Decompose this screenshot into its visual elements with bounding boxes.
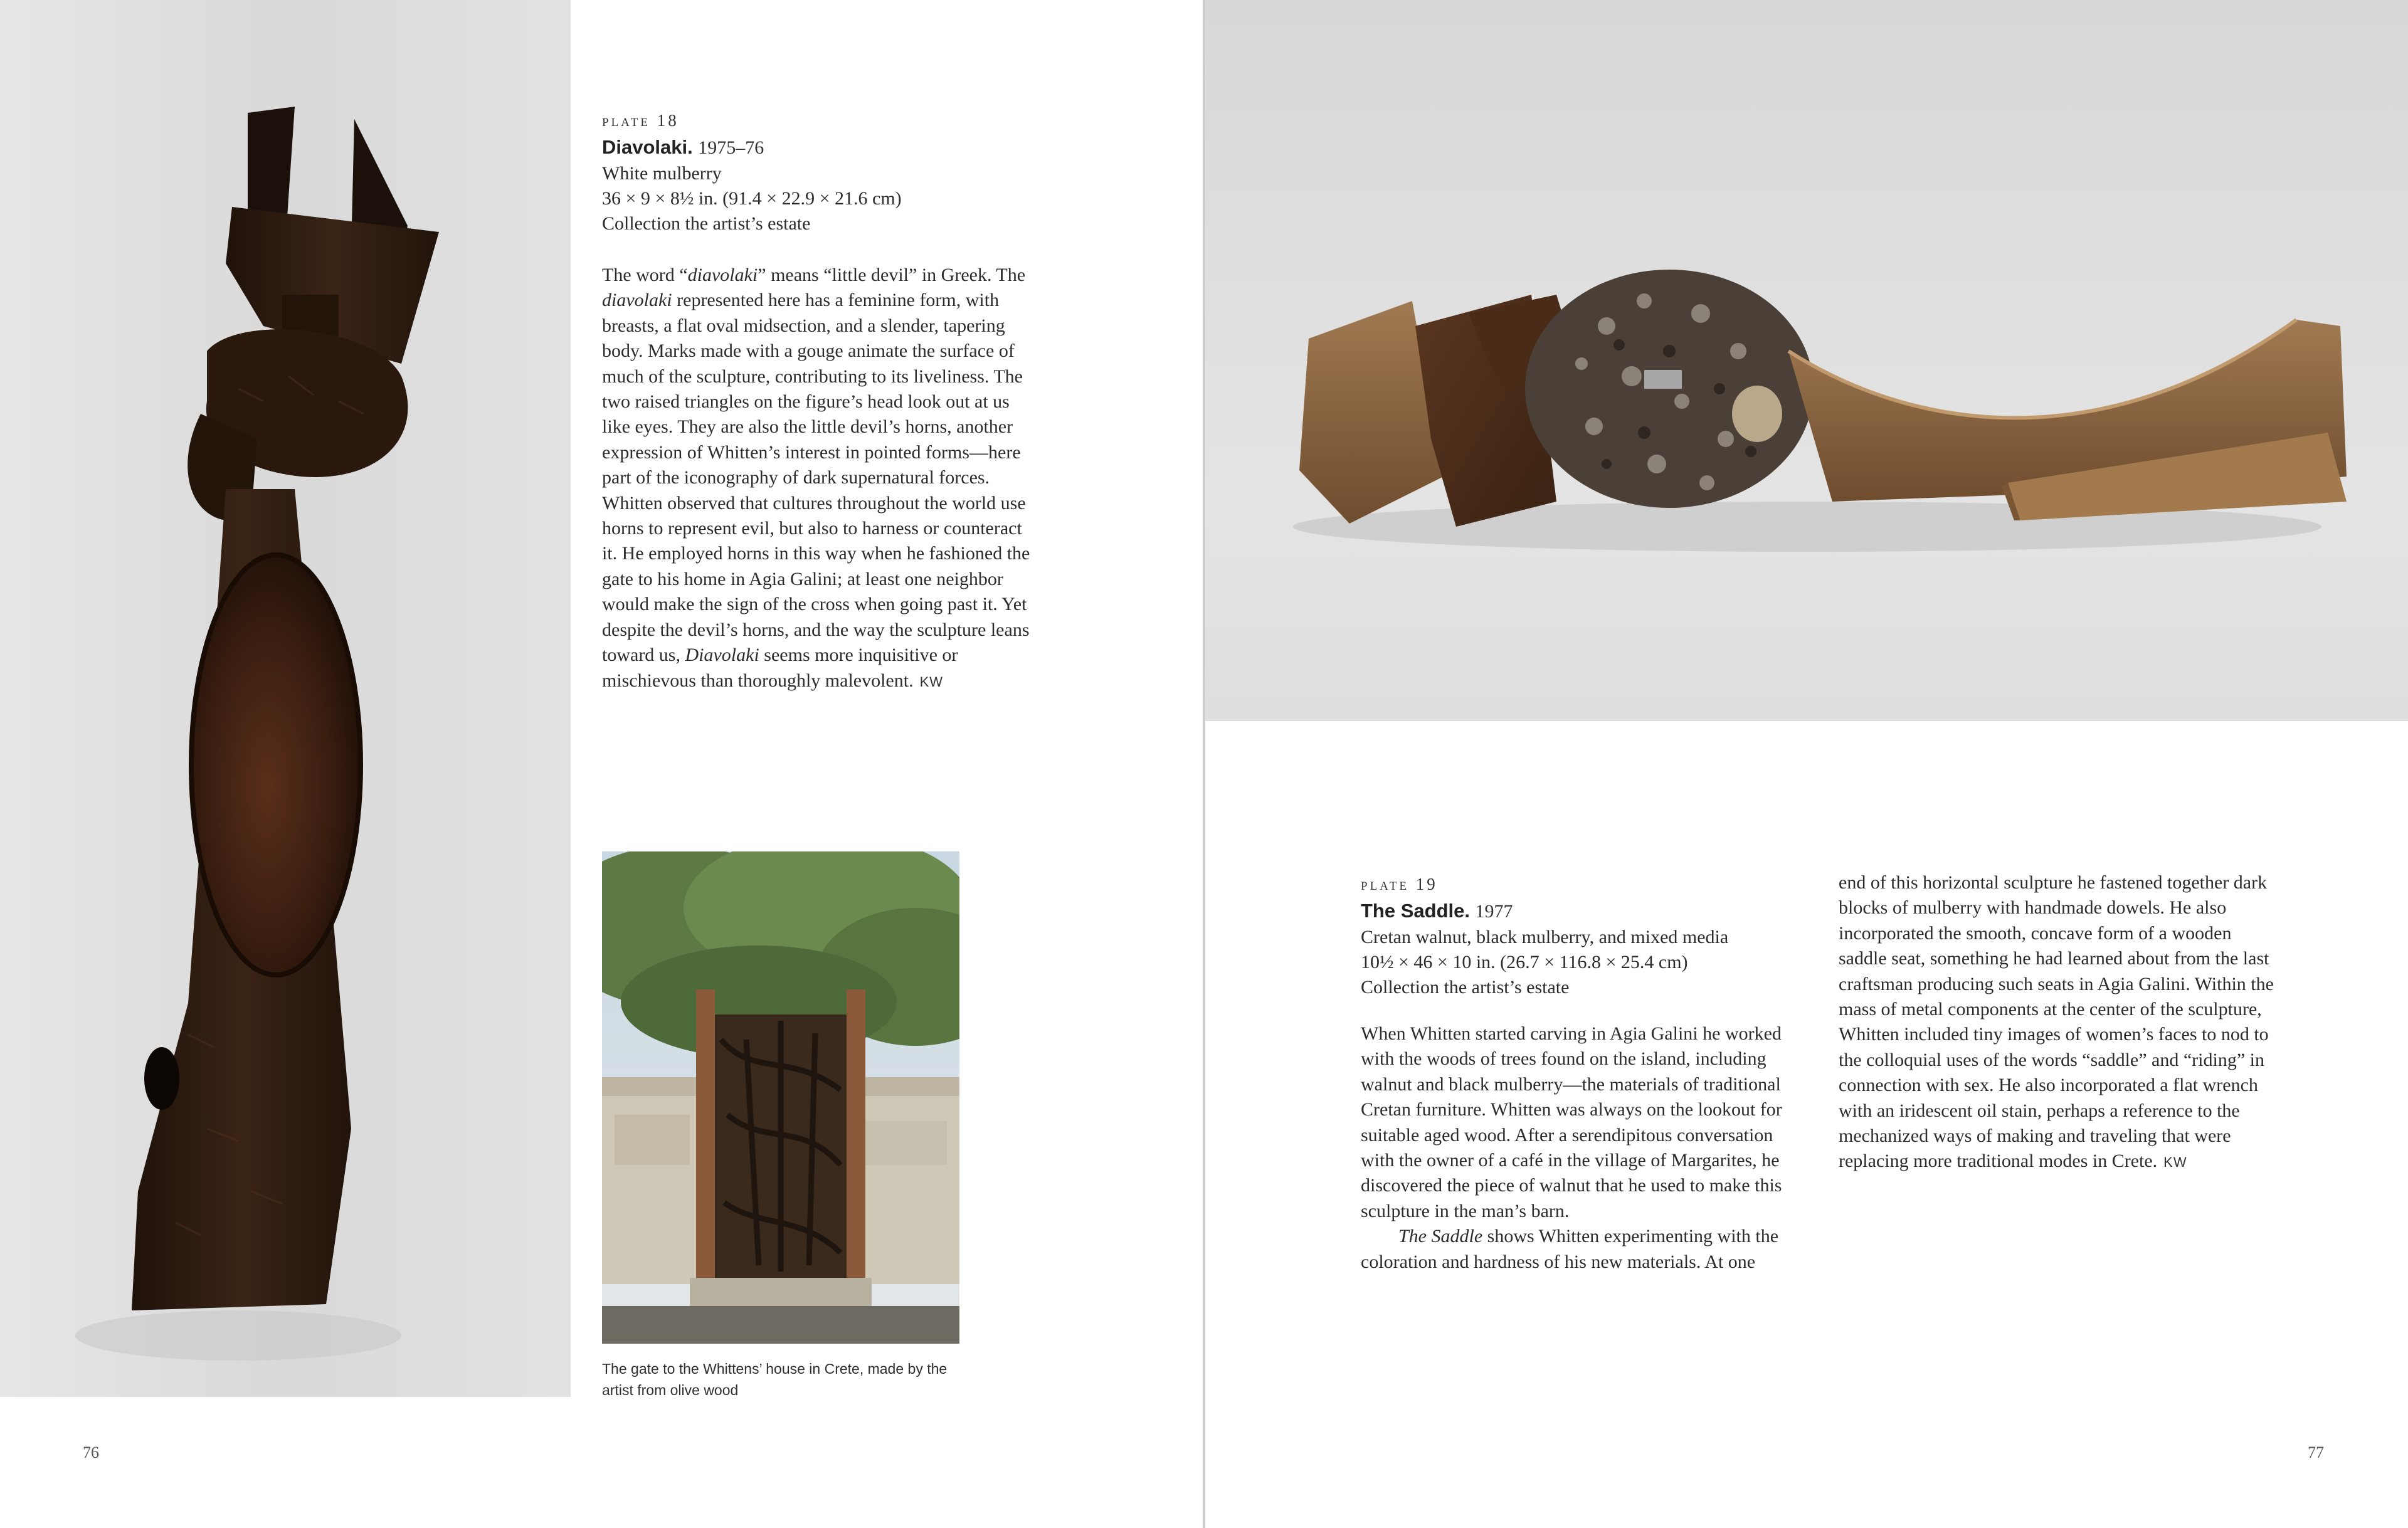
artwork-collection: Collection the artist’s estate bbox=[602, 213, 811, 234]
artwork-collection: Collection the artist’s estate bbox=[1361, 977, 1570, 998]
plate-18-caption bbox=[602, 108, 1054, 236]
plate-19-caption bbox=[1361, 872, 1812, 1000]
plate-label: plate 19 bbox=[1361, 875, 1438, 893]
artwork-medium: White mulberry bbox=[602, 163, 722, 184]
artwork-title: Diavolaki. bbox=[602, 136, 693, 158]
plate-19-essay-column-1 bbox=[1361, 1021, 1806, 1275]
artwork-dimensions: 36 × 9 × 8½ in. (91.4 × 22.9 × 21.6 cm) bbox=[602, 188, 902, 209]
artwork-medium: Cretan walnut, black mulberry, and mixed media bbox=[1361, 927, 1729, 947]
saddle-photo bbox=[1205, 0, 2408, 721]
plate-title bbox=[1361, 898, 1812, 925]
gate-photo-caption: The gate to the Whittens’ house in Crete, made by the artist from olive wood bbox=[602, 1361, 948, 1398]
page-number-left: 76 bbox=[83, 1443, 99, 1462]
plate-label: plate 18 bbox=[602, 111, 679, 130]
artwork-dimensions: 10½ × 46 × 10 in. (26.7 × 116.8 × 25.4 cm) bbox=[1361, 952, 1688, 972]
page-number-right: 77 bbox=[2308, 1443, 2324, 1462]
artwork-title: The Saddle. bbox=[1361, 900, 1470, 922]
artwork-date: 1977 bbox=[1475, 901, 1513, 922]
plate-title bbox=[602, 134, 1054, 161]
essay-paragraph: end of this horizontal sculpture he fastened together dark blocks of mulberry with handmade dowels. He also incorporated the smooth, concave form of a wooden saddle seat, something he had learned about from the last craftsman producing such seats in Agia Galini. Within the mass of metal components at the center of the sculpture, Whitten included tiny images of women’s faces to nod to the colloquial uses of the words “saddle” and “riding” in connection with sex. He also incorporated a flat wrench with an iridescent oil stain, perhaps a reference to the mechanized ways of making and traveling that were replacing more traditional modes in Crete. KW bbox=[1839, 872, 2274, 1172]
author-initials: KW bbox=[919, 673, 944, 690]
artwork-date: 1975–76 bbox=[698, 137, 764, 158]
gate-photo bbox=[602, 851, 959, 1344]
diavolaki-photo bbox=[0, 0, 571, 1397]
essay-paragraph: The Saddle shows Whitten experimenting with the coloration and hardness of his new materials. At one bbox=[1361, 1226, 1779, 1272]
plate-18-essay bbox=[602, 263, 1041, 695]
essay-paragraph: The word “diavolaki” means “little devil” in Greek. The diavolaki represented here has a feminine form, with breasts, a flat oval midsection, and a slender, tapering body. Marks made with a gouge animate the surface of much of the sculpture, contributing to its liveliness. The two raised triangles on the figure’s head look out at us like eyes. They are also the little devil’s horns, another expression of Whitten’s interest in pointed forms—here part of the iconography of dark supernatural forces. Whitten observed that cultures throughout the world use horns to represent evil, but also to harness or counteract it. He employed horns in this way when he fashioned the gate to his home in Agia Galini; at least one neighbor would make the sign of the cross when going past it. Yet despite the devil’s horns, and the way the sculpture leans toward us, Diavolaki seems more inquisitive or mischievous than thoroughly malevolent. KW bbox=[602, 265, 1030, 691]
plate-19-essay-column-2 bbox=[1839, 870, 2284, 1176]
author-initials: KW bbox=[2163, 1154, 2187, 1171]
essay-paragraph: When Whitten started carving in Agia Galini he worked with the woods of trees found on the island, including walnut and black mulberry—the materials of traditional Cretan furniture. Whitten was always on the lookout for suitable aged wood. After a serendipitous conversation with the owner of a café in the village of Margarites, he discovered the piece of walnut that he used to make this sculpture in the man’s barn. bbox=[1361, 1023, 1782, 1221]
